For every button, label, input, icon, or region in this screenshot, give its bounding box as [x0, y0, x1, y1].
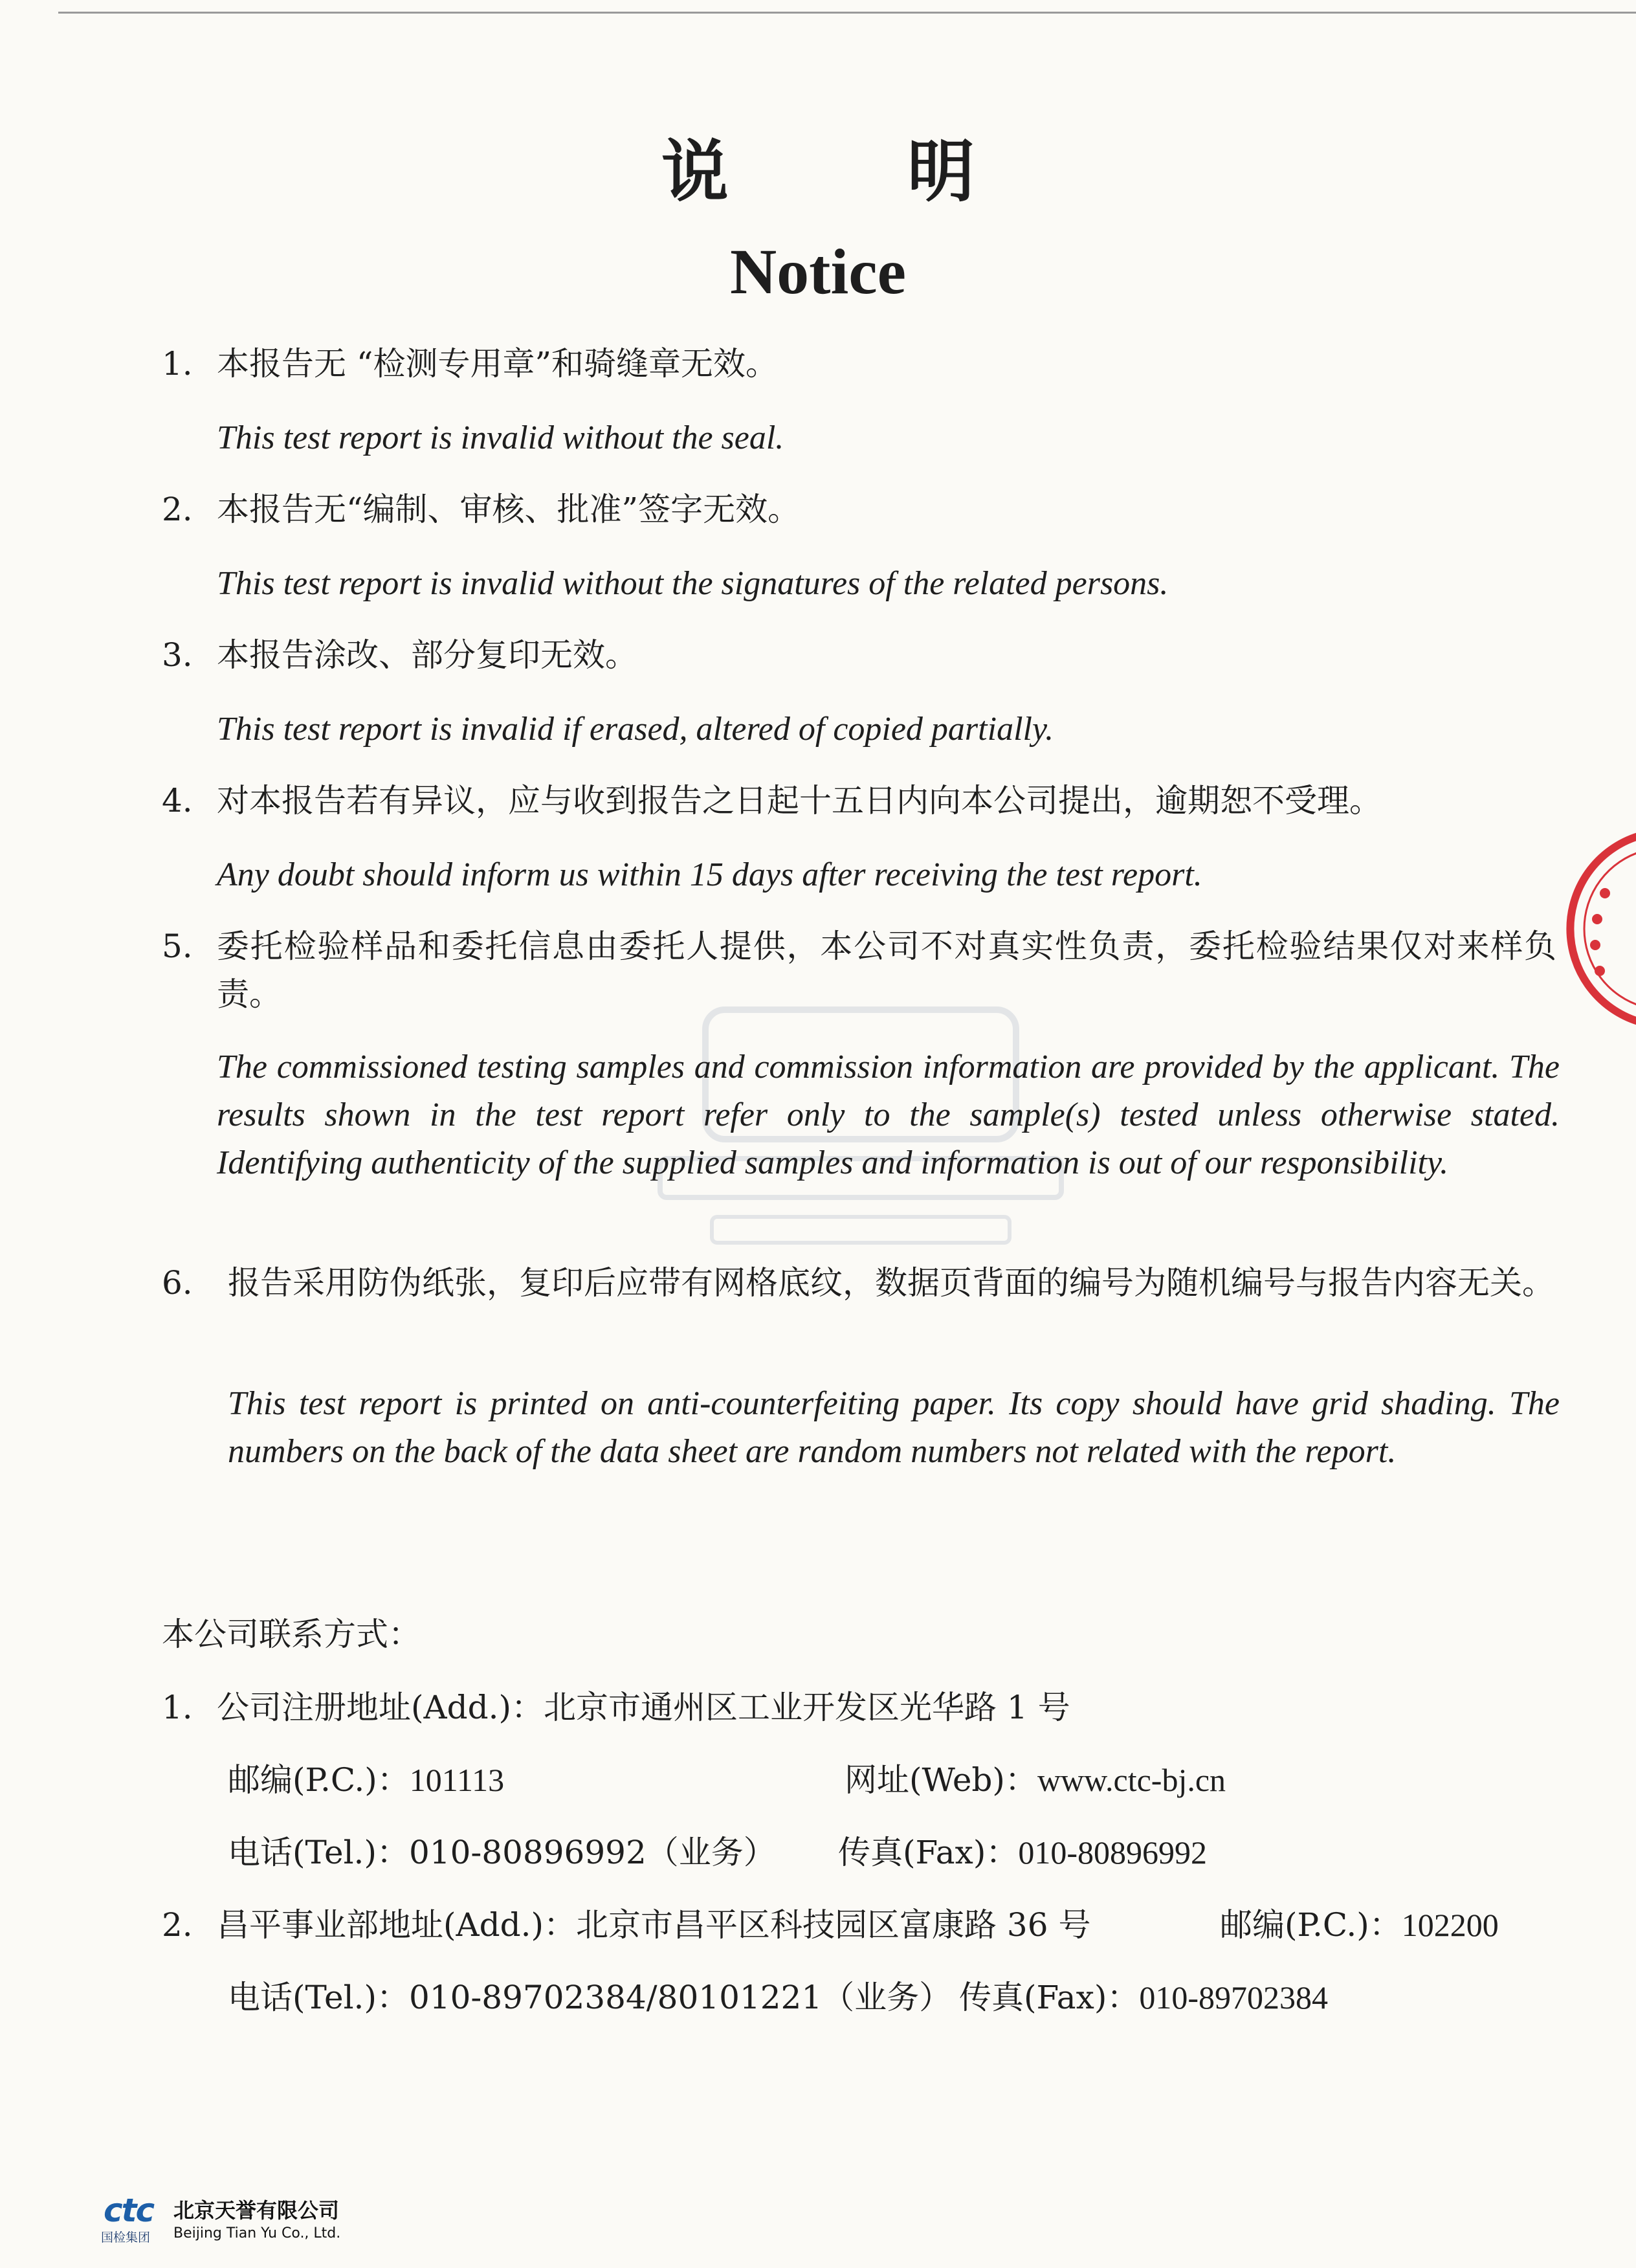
office1-pc: 101113 [409, 1762, 505, 1798]
notice-4-cn: 对本报告若有异议，应与收到报告之日起十五日内向本公司提出，逾期恕不受理。 [217, 782, 1382, 819]
office2-tel-label: 电话(Tel.)： [228, 1979, 409, 2016]
office2-address-line [217, 1906, 1090, 1944]
company-name-cn: 北京天誉有限公司 [173, 2198, 340, 2223]
top-rule [58, 12, 1636, 14]
office1-pc-label: 邮编(P.C.)： [228, 1761, 410, 1799]
office2-pc-label: 邮编(P.C.)： [1220, 1906, 1402, 1944]
office2-tel-line [228, 1978, 951, 2017]
notice-3-en: This test report is invalid if erased, altered of copied partially. [217, 711, 1054, 748]
notice-6-en: This test report is printed on anti-counterfeiting paper. Its copy should have grid shading. The numbers on the back of the data sheet are random numbers not related with the report. [228, 1385, 1560, 1470]
office2-tel: 010-89702384/80101221（业务） [408, 1979, 952, 2016]
office2-address: 北京市昌平区科技园区富康路 36 号 [576, 1906, 1091, 1944]
office1-number: 1. [162, 1689, 193, 1726]
office1-address: 北京市通州区工业开发区光华路 1 号 [544, 1689, 1070, 1726]
office1-address-line [217, 1688, 1070, 1727]
office2-pc: 102200 [1401, 1907, 1499, 1943]
notice-4-number: 4. [162, 782, 193, 819]
company-logo [97, 2188, 375, 2246]
notice-5-number: 5. [162, 928, 193, 965]
notice-2-cn: 本报告无“编制、审核、批准”签字无效。 [217, 491, 801, 528]
notice-2-en: This test report is invalid without the signatures of the related persons. [217, 565, 1169, 602]
notice-3-cn: 本报告涂改、部分复印无效。 [217, 636, 637, 674]
red-seal-stamp [1566, 822, 1636, 1036]
notice-6-number: 6. [162, 1264, 193, 1302]
office1-postcode-line [228, 1761, 504, 1799]
office2-number: 2. [162, 1906, 193, 1944]
office1-web-line [845, 1761, 1226, 1799]
page-title-cn: 说 明 [661, 131, 1053, 211]
office1-web-link[interactable]: www.ctc-bj.cn [1037, 1762, 1226, 1798]
contact-heading: 本公司联系方式： [162, 1616, 421, 1653]
notice-4-en: Any doubt should inform us within 15 days after receiving the test report. [217, 856, 1202, 893]
company-name-en: Beijing Tian Yu Co., Ltd. [173, 2225, 341, 2241]
office1-address-label: 公司注册地址(Add.)： [217, 1689, 544, 1726]
notice-6-cn: 报告采用防伪纸张，复印后应带有网格底纹，数据页背面的编号为随机编号与报告内容无关。 [228, 1264, 1554, 1302]
office1-web-label: 网址(Web)： [845, 1761, 1037, 1799]
notice-5-en: The commissioned testing samples and commission information are provided by the applicant. The results shown in the test report refer only to the sample(s) tested unless otherwise stated. Identifying authenticity of the supplied samples and information is out of our responsibility. [217, 1049, 1560, 1181]
notice-2-number: 2. [162, 491, 193, 528]
office2-fax-label: 传真(Fax)： [959, 1979, 1140, 2016]
ctc-logo-mark: ctc [104, 2192, 154, 2229]
page-title-en: Notice [729, 236, 907, 307]
notice-5-cn: 委托检验样品和委托信息由委托人提供，本公司不对真实性负责，委托检验结果仅对来样负责。 [217, 928, 1556, 1013]
office1-fax-label: 传真(Fax)： [838, 1834, 1019, 1871]
office1-fax-line [838, 1833, 1207, 1872]
notice-3-number: 3. [162, 636, 193, 674]
group-name: 国检集团 [101, 2230, 151, 2245]
office1-fax: 010-80896992 [1018, 1834, 1207, 1871]
office1-tel: 010-80896992（业务） [408, 1834, 776, 1871]
office1-tel-label: 电话(Tel.)： [228, 1834, 409, 1871]
office1-tel-line [228, 1833, 776, 1872]
notice-1-en: This test report is invalid without the seal. [217, 419, 784, 456]
office2-address-label: 昌平事业部地址(Add.)： [217, 1906, 577, 1944]
notice-1-cn: 本报告无 “检测专用章”和骑缝章无效。 [217, 345, 779, 383]
notice-1-number: 1. [162, 345, 193, 383]
office2-fax-line [959, 1978, 1328, 2017]
office2-fax: 010-89702384 [1139, 1979, 1328, 2016]
office2-postcode-line [1220, 1906, 1499, 1944]
